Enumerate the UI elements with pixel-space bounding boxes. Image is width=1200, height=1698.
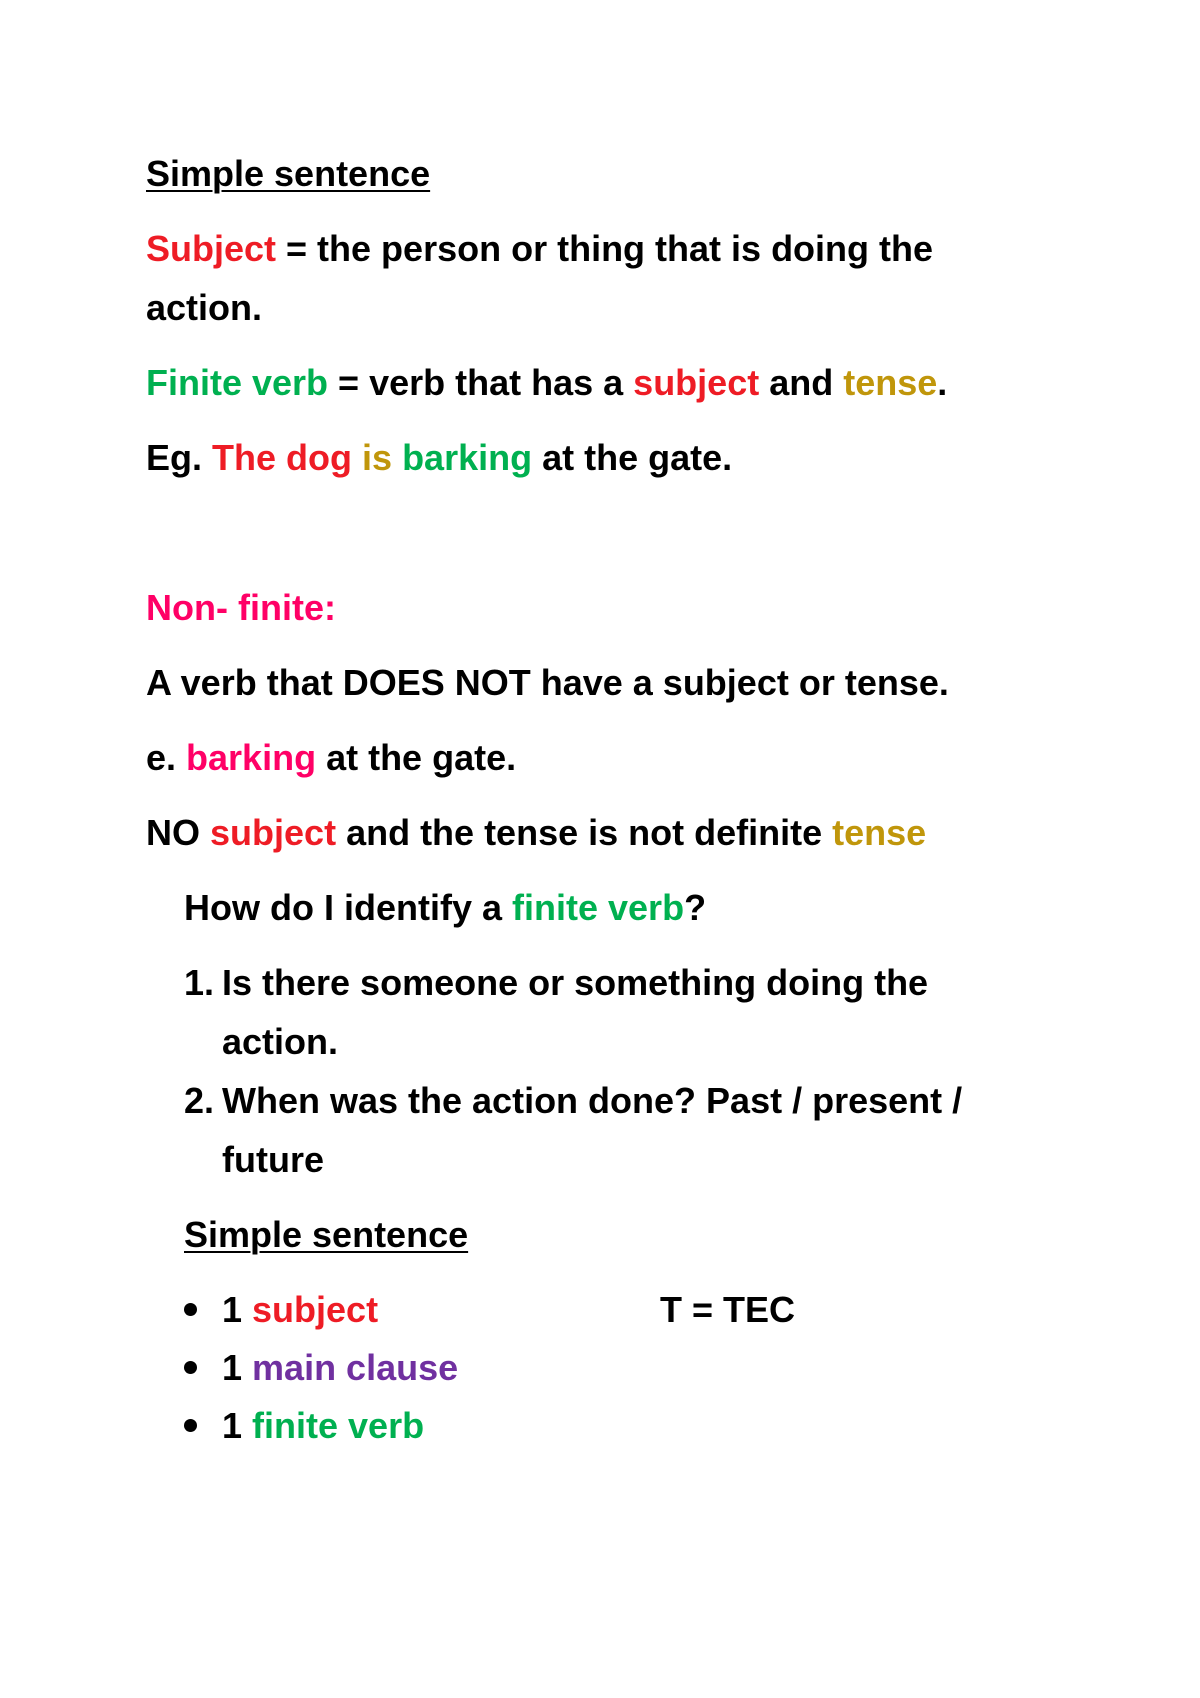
example1-space1 xyxy=(352,437,362,478)
heading-simple-sentence-2: Simple sentence xyxy=(184,1214,469,1255)
step-2-line1 xyxy=(184,1079,962,1123)
example1-space2 xyxy=(392,437,402,478)
bullet-term-main-clause: main clause xyxy=(252,1347,459,1388)
example2-prefix: e. xyxy=(146,737,187,778)
heading-simple-sentence: Simple sentence xyxy=(146,153,431,194)
bullet-term-subject: subject xyxy=(252,1289,379,1330)
bullet-count: 1 xyxy=(222,1347,253,1388)
step-1-text: Is there someone or something doing the xyxy=(222,962,929,1003)
finite-verb-definition xyxy=(146,361,947,405)
finite-def-tense: tense xyxy=(843,362,938,403)
step-1-line2: action. xyxy=(222,1021,339,1062)
example1-verb: barking xyxy=(402,437,533,478)
bullet-item-finite-verb xyxy=(222,1404,424,1448)
step-2-number: 2. xyxy=(184,1080,215,1121)
identify-question xyxy=(184,886,706,930)
subject-term: Subject xyxy=(146,228,277,269)
tec-note: T = TEC xyxy=(660,1289,796,1330)
bullet-dot xyxy=(184,1361,197,1374)
step-1-number: 1. xyxy=(184,962,215,1003)
question-prefix: How do I identify a xyxy=(184,887,513,928)
bullet-term-finite-verb: finite verb xyxy=(252,1405,425,1446)
bullet-item-main-clause xyxy=(222,1346,458,1390)
no-subject-mid: and the tense is not definite xyxy=(336,812,833,853)
bullet-item-subject xyxy=(222,1288,378,1332)
no-subject-prefix: NO xyxy=(146,812,211,853)
subject-definition-text: = the person or thing that is doing the xyxy=(276,228,934,269)
example1-aux: is xyxy=(362,437,393,478)
finite-def-end: . xyxy=(937,362,948,403)
no-subject-subject: subject xyxy=(210,812,337,853)
example1-subject: The dog xyxy=(212,437,352,478)
step-2-line2: future xyxy=(222,1139,324,1180)
bullet-count: 1 xyxy=(222,1405,253,1446)
bullet-dot xyxy=(184,1419,197,1432)
step-1-line1 xyxy=(184,961,928,1005)
finite-def-and: and xyxy=(759,362,844,403)
finite-verb-term: Finite verb xyxy=(146,362,329,403)
example-sentence-2 xyxy=(146,736,516,780)
example-sentence-1 xyxy=(146,436,732,480)
finite-def-subject: subject xyxy=(633,362,760,403)
example2-verb: barking xyxy=(186,737,317,778)
no-subject-tense: tense xyxy=(832,812,927,853)
finite-def-mid: = verb that has a xyxy=(328,362,634,403)
bullet-dot xyxy=(184,1303,197,1316)
example1-prefix: Eg. xyxy=(146,437,213,478)
subject-definition-line2: action. xyxy=(146,287,263,328)
question-term: finite verb xyxy=(512,887,685,928)
no-subject-line xyxy=(146,811,926,855)
example2-rest: at the gate. xyxy=(316,737,517,778)
subject-definition-line1 xyxy=(146,227,933,271)
nonfinite-heading: Non- finite: xyxy=(146,587,336,628)
example1-rest: at the gate. xyxy=(532,437,733,478)
question-end: ? xyxy=(684,887,707,928)
nonfinite-definition: A verb that DOES NOT have a subject or tense. xyxy=(146,662,949,703)
step-2-text: When was the action done? Past / present / xyxy=(222,1080,963,1121)
bullet-count: 1 xyxy=(222,1289,253,1330)
